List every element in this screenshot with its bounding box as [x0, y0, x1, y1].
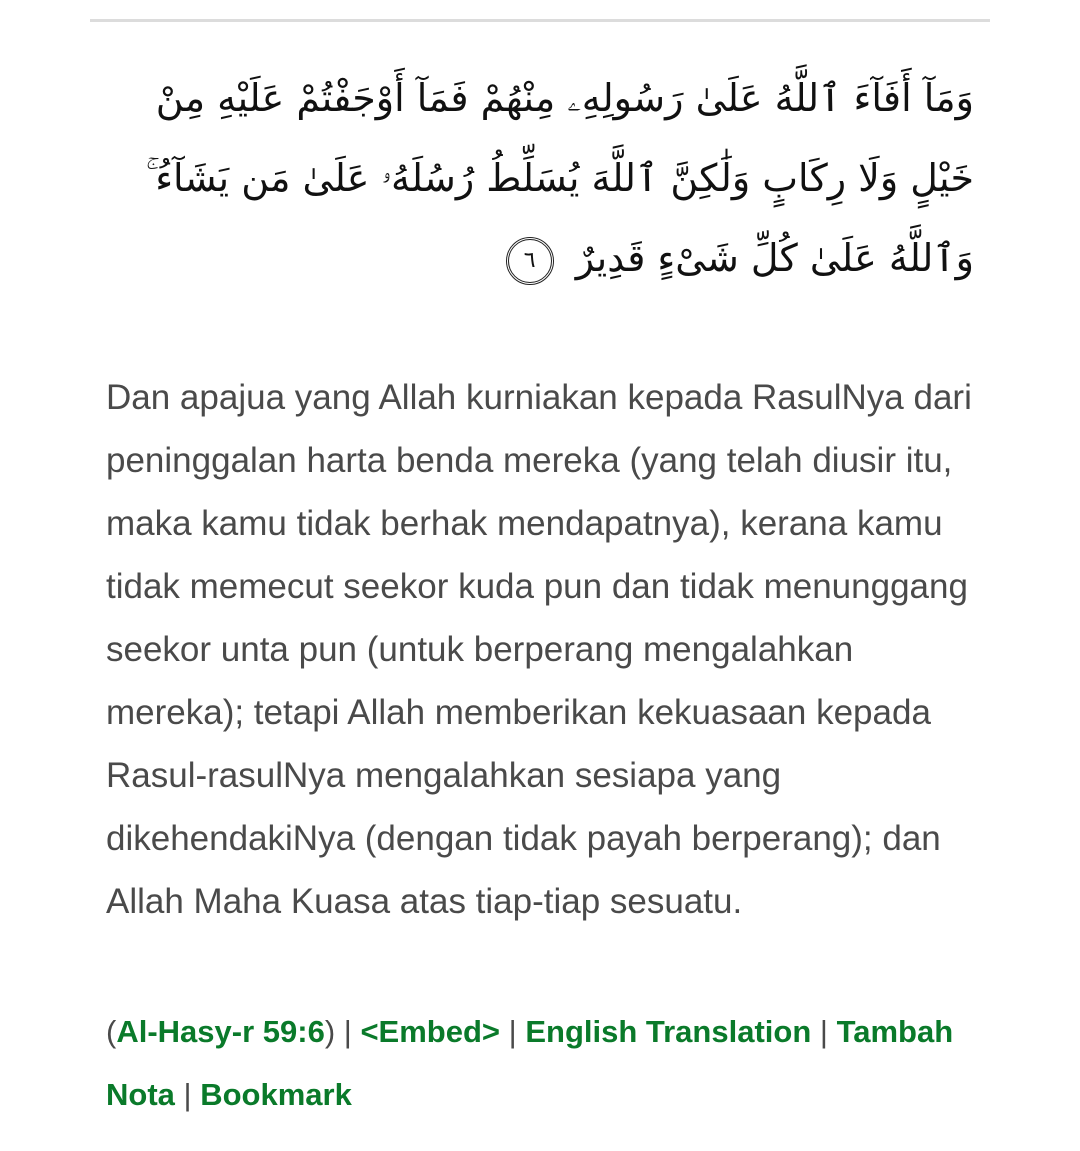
close-paren: ): [324, 1014, 336, 1049]
english-translation-link[interactable]: English Translation: [525, 1014, 812, 1049]
tambah-nota-link[interactable]: Tambah Nota: [106, 1014, 954, 1112]
top-divider: [90, 19, 990, 22]
verse-translation: Dan apajua yang Allah kurniakan kepada RasulNya dari peninggalan harta benda mereka (yang telah diusir itu, maka kamu tidak berhak mendapatnya), kerana kamu tidak memecut seekor kuda pun dan tidak menunggang seekor unta pun (untuk berperang mengalahkan mereka); tetapi Allah memberikan kekuasaan kepada Rasul-rasulNya mengalahkan sesiapa yang dikehendakiNya (dengan tidak payah berperang); dan Allah Maha Kuasa atas tiap-tiap sesuatu.: [106, 378, 972, 921]
bookmark-link[interactable]: Bookmark: [200, 1077, 352, 1112]
ayah-number-marker: ٦: [506, 237, 554, 285]
open-paren: (: [106, 1014, 117, 1049]
separator: |: [343, 1014, 352, 1049]
separator: |: [508, 1014, 517, 1049]
separator: |: [819, 1014, 828, 1049]
surah-reference-link[interactable]: Al-Hasy-r 59:6: [116, 1014, 325, 1049]
arabic-verse-text: وَمَآ أَفَآءَ ٱللَّهُ عَلَىٰ رَسُولِهِۦ مِنْهُمْ فَمَآ أَوْجَفْتُمْ عَلَيْهِ مِنْ خَيْلٍ وَلَا رِكَابٍ وَلَٰكِنَّ ٱللَّهَ يُسَلِّطُ رُسُلَهُۥ عَلَىٰ مَن يَشَآءُ ۚ وَٱللَّهُ عَلَىٰ كُلِّ شَىْءٍ قَدِيرٌ: [145, 76, 974, 280]
embed-link[interactable]: <Embed>: [360, 1014, 501, 1049]
arabic-verse: [104, 58, 974, 298]
verse-actions: [106, 1000, 986, 1126]
separator: |: [183, 1077, 192, 1112]
